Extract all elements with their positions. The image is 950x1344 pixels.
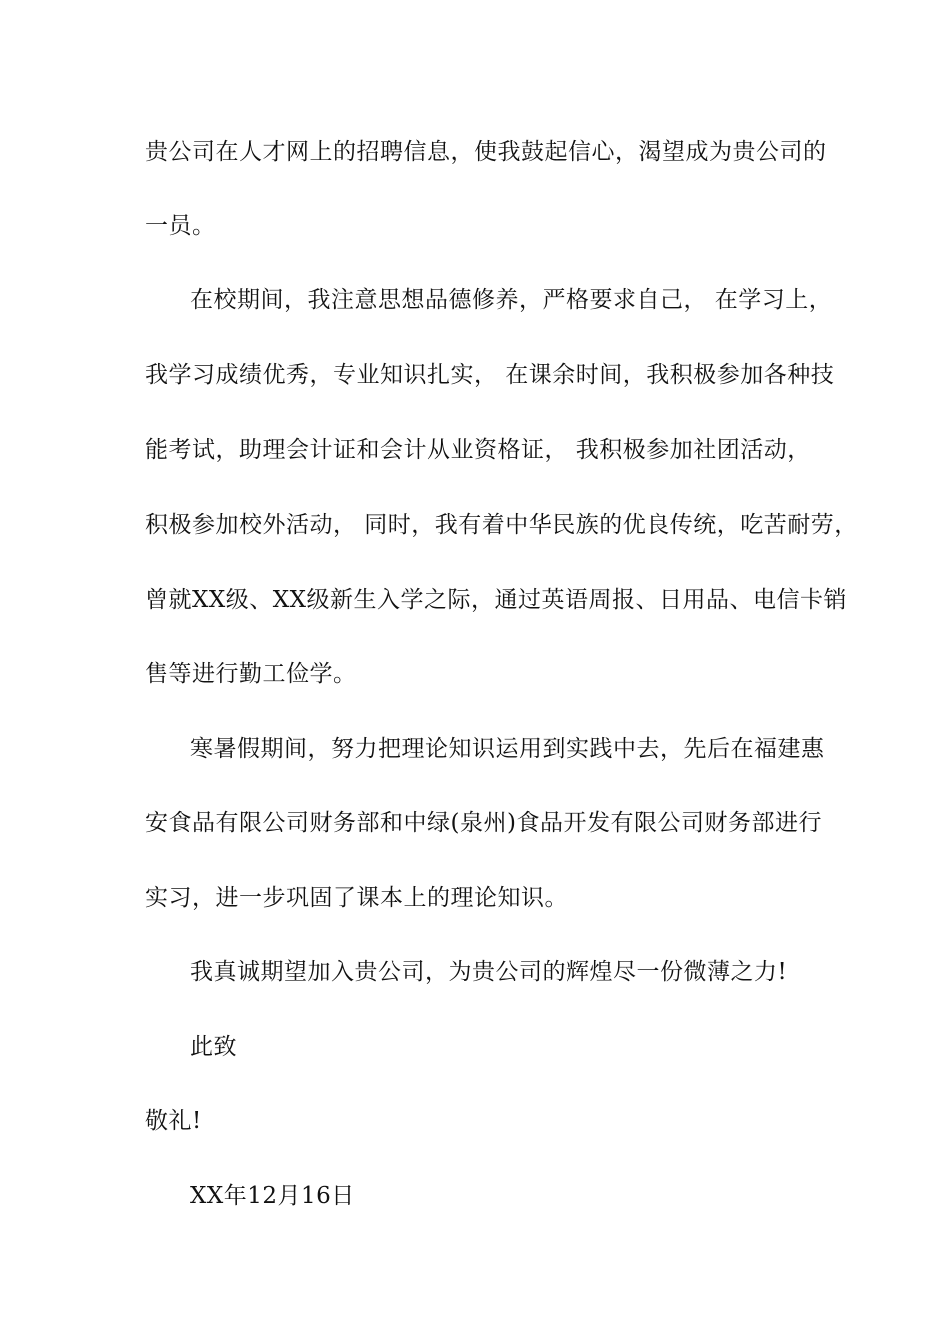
text-line: 贵公司在人才网上的招聘信息，使我鼓起信心，渴望成为贵公司的 — [145, 139, 827, 165]
salutation-regards: 敬礼! — [145, 1108, 202, 1134]
text-line: 曾就XX级、XX级新生入学之际，通过英语周报、日用品、电信卡销 — [145, 587, 847, 613]
text-line: 能考试，助理会计证和会计从业资格证， 我积极参加社团活动， — [145, 437, 811, 463]
closing-statement: 我真诚期望加入贵公司，为贵公司的辉煌尽一份微薄之力! — [190, 959, 788, 985]
text-line: 一员。 — [145, 213, 216, 239]
letter-date: XX年12月16日 — [190, 1183, 355, 1209]
text-line: 安食品有限公司财务部和中绿(泉州)食品开发有限公司财务部进行 — [145, 810, 822, 836]
paragraph-start-line: 寒暑假期间，努力把理论知识运用到实践中去，先后在福建惠 — [190, 736, 825, 762]
text-line: 积极参加校外活动， 同时，我有着中华民族的优良传统，吃苦耐劳， — [145, 512, 858, 538]
text-line: 我学习成绩优秀，专业知识扎实， 在课余时间，我积极参加各种技 — [145, 362, 835, 388]
salutation-closing: 此致 — [190, 1034, 237, 1060]
text-line: 实习，进一步巩固了课本上的理论知识。 — [145, 885, 568, 911]
paragraph-start-line: 在校期间，我注意思想品德修养，严格要求自己， 在学习上， — [190, 287, 833, 313]
text-line: 售等进行勤工俭学。 — [145, 661, 357, 687]
